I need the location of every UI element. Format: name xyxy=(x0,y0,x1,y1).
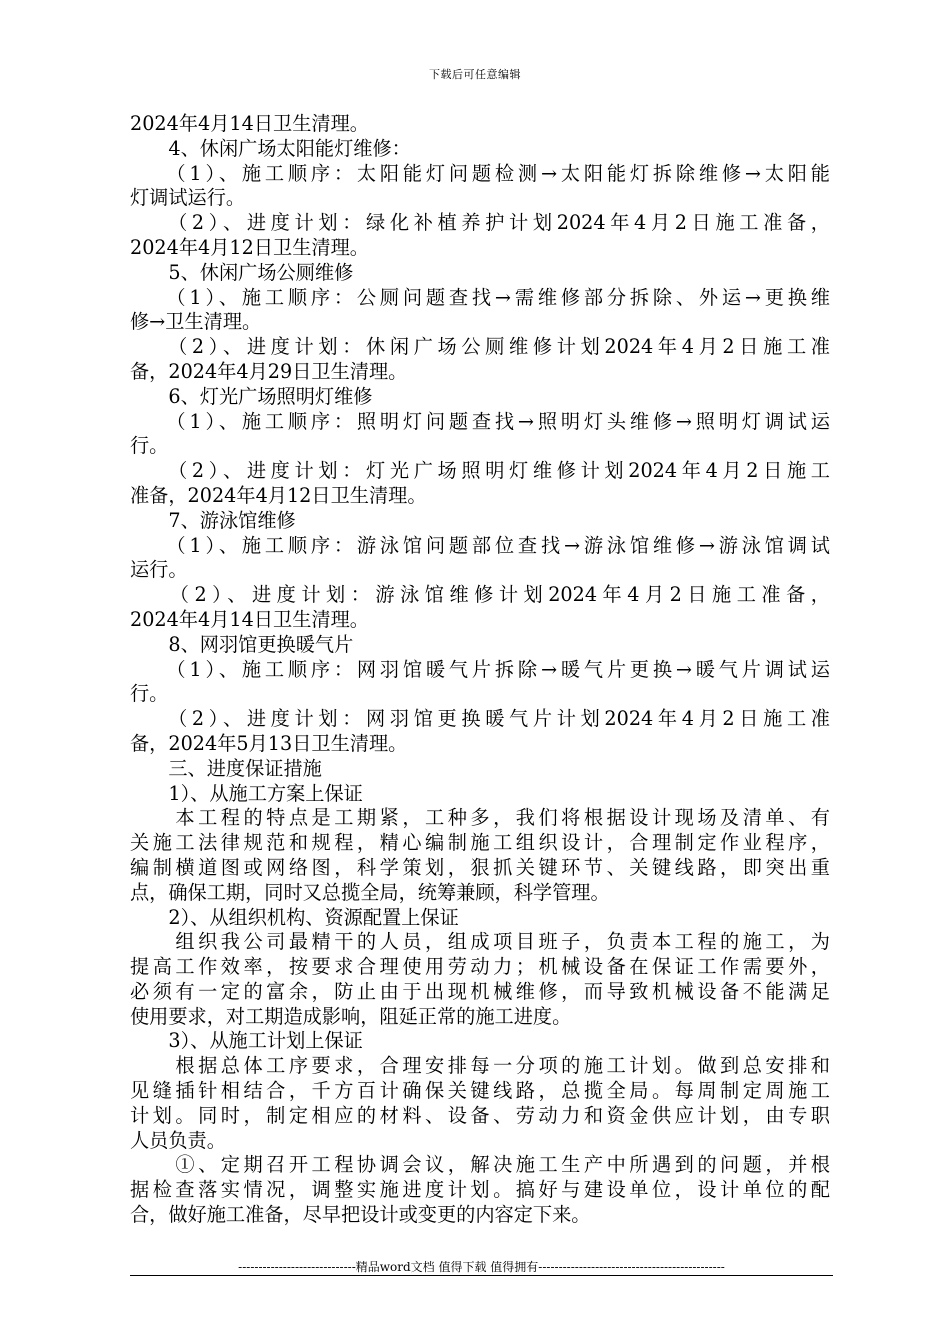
section-heading: 4、休闲广场太阳能灯维修： xyxy=(130,136,411,160)
footer-divider xyxy=(130,1275,833,1276)
text-line: （2）、进度计划：灯光广场照明灯维修计划2024年4月2日施工 xyxy=(130,459,830,483)
text-line: 2024年4月12日卫生清理。 xyxy=(130,235,369,259)
section-heading: 5、休闲广场公厕维修 xyxy=(130,260,354,284)
text-line: （2）、进度计划：游泳馆维修计划2024年4月2日施工准备， xyxy=(130,583,830,607)
section-heading: 3）、从施工计划上保证 xyxy=(130,1029,363,1053)
text-line: （1）、施工顺序：照明灯问题查找→照明灯头维修→照明灯调试运 xyxy=(130,409,830,433)
text-line: （2）、进度计划：绿化补植养护计划2024年4月2日施工准备， xyxy=(130,211,830,235)
section-heading: 1）、从施工方案上保证 xyxy=(130,781,363,805)
page-footer: -----------------------------精品word文档 值得下载 值得拥有---------------------------------------------- xyxy=(238,1260,725,1274)
text-line: 编制横道图或网络图，科学策划，狠抓关键环节、关键线路，即突出重 xyxy=(130,855,830,879)
text-line: 备，2024年4月29日卫生清理。 xyxy=(130,359,408,383)
text-line: ①、定期召开工程协调会议，解决施工生产中所遇到的问题，并根 xyxy=(130,1153,830,1177)
text-line: 必须有一定的富余，防止由于出现机械维修，而导致机械设备不能满足 xyxy=(130,979,830,1003)
body-text xyxy=(130,112,830,1228)
text-line: 准备，2024年4月12日卫生清理。 xyxy=(130,483,427,507)
text-line: 2024年4月14日卫生清理。 xyxy=(130,112,369,135)
section-heading: 6、灯光广场照明灯维修 xyxy=(130,384,373,408)
section-heading: 2）、从组织机构、资源配置上保证 xyxy=(130,905,459,929)
text-line: 点，确保工期，同时又总揽全局，统筹兼顾，科学管理。 xyxy=(130,880,610,904)
text-line: （1）、施工顺序：太阳能灯问题检测→太阳能灯拆除维修→太阳能 xyxy=(130,161,830,185)
text-line: 行。 xyxy=(130,434,169,458)
text-line: 合，做好施工准备，尽早把设计或变更的内容定下来。 xyxy=(130,1203,591,1227)
text-line: 人员负责。 xyxy=(130,1128,226,1152)
section-heading: 三、进度保证措施 xyxy=(130,756,322,780)
text-line: 使用要求，对工期造成影响，阻延正常的施工进度。 xyxy=(130,1004,572,1028)
text-line: 见缝插针相结合，千方百计确保关键线路，总揽全局。每周制定周施工 xyxy=(130,1079,830,1103)
text-line: 2024年4月14日卫生清理。 xyxy=(130,607,369,631)
text-line: 本工程的特点是工期紧，工种多，我们将根据设计现场及清单、有 xyxy=(130,806,830,830)
text-line: 运行。 xyxy=(130,558,188,582)
text-line: 行。 xyxy=(130,682,169,706)
text-line: 组织我公司最精干的人员，组成项目班子，负责本工程的施工，为 xyxy=(130,930,830,954)
text-line: 提高工作效率，按要求合理使用劳动力；机械设备在保证工作需要外， xyxy=(130,955,830,979)
section-heading: 7、游泳馆维修 xyxy=(130,508,296,532)
text-line: 灯调试运行。 xyxy=(130,186,246,210)
text-line: （2）、进度计划：网羽馆更换暖气片计划2024年4月2日施工准 xyxy=(130,707,830,731)
text-line: （1）、施工顺序：网羽馆暖气片拆除→暖气片更换→暖气片调试运 xyxy=(130,657,830,681)
section-heading: 8、网羽馆更换暖气片 xyxy=(130,632,354,656)
text-line: （1）、施工顺序：游泳馆问题部位查找→游泳馆维修→游泳馆调试 xyxy=(130,533,830,557)
text-line: 根据总体工序要求，合理安排每一分项的施工计划。做到总安排和 xyxy=(130,1054,830,1078)
page-header: 下载后可任意编辑 xyxy=(429,68,521,81)
text-line: 计划。同时，制定相应的材料、设备、劳动力和资金供应计划，由专职 xyxy=(130,1103,830,1127)
text-line: 据检查落实情况，调整实施进度计划。搞好与建设单位，设计单位的配 xyxy=(130,1178,830,1202)
text-line: （2）、进度计划：休闲广场公厕维修计划2024年4月2日施工准 xyxy=(130,335,830,359)
text-line: 关施工法律规范和规程，精心编制施工组织设计，合理制定作业程序， xyxy=(130,831,830,855)
text-line: （1）、施工顺序：公厕问题查找→需维修部分拆除、外运→更换维 xyxy=(130,285,830,309)
text-line: 修→卫生清理。 xyxy=(130,310,262,334)
text-line: 备，2024年5月13日卫生清理。 xyxy=(130,731,408,755)
